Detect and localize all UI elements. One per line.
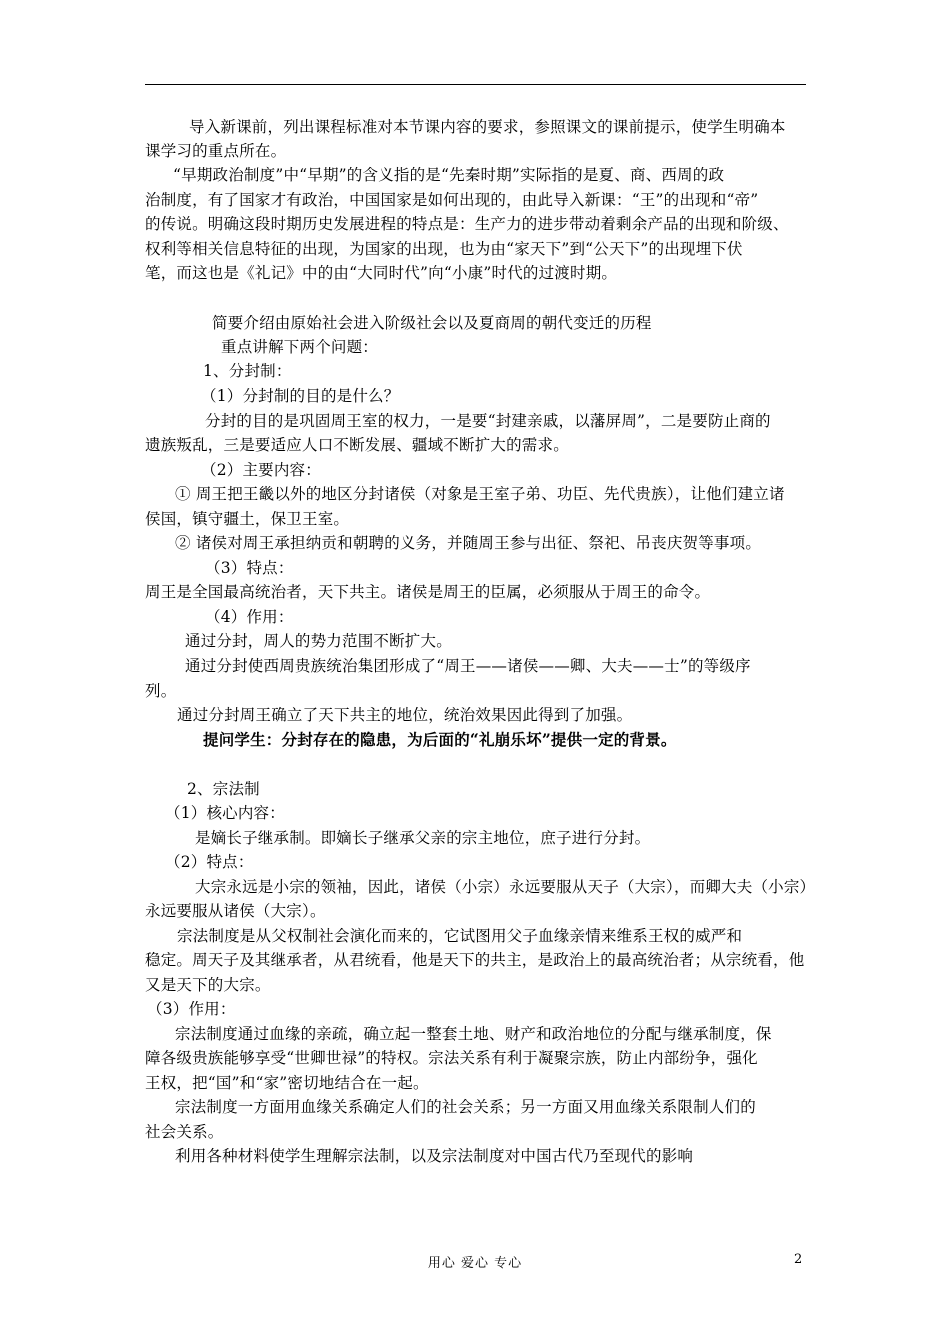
text-line: （2）主要内容： — [201, 461, 321, 479]
text-line: 宗法制度是从父权制社会演化而来的，它试图用父子血缘亲情来维系王权的威严和 — [177, 927, 743, 945]
text-line: ② 诸侯对周王承担纳贡和朝聘的义务，并随周王参与出征、祭祀、吊丧庆贺等事项。 — [175, 534, 762, 552]
text-line: 宗法制度通过血缘的亲疏，确立起一整套土地、财产和政治地位的分配与继承制度，保 — [175, 1025, 772, 1043]
text-line: （1）核心内容： — [165, 804, 285, 822]
text-line: “早期政治制度”中“早期”的含义指的是“先秦时期”实际指的是夏、商、西周的政 — [173, 166, 725, 184]
text-line: 王权，把“国”和“家”密切地结合在一起。 — [145, 1074, 429, 1092]
text-line: 导入新课前，列出课程标准对本节课内容的要求，参照课文的课前提示，使学生明确本 — [189, 118, 786, 136]
text-line: 又是天下的大宗。 — [145, 976, 271, 994]
text-line: 的传说。明确这段时期历史发展进程的特点是：生产力的进步带动着剩余产品的出现和阶级、 — [145, 215, 789, 233]
text-line: 永远要服从诸侯（大宗）。 — [145, 902, 326, 920]
text-line: （4）作用： — [205, 608, 294, 626]
text-line: （3）特点： — [205, 559, 294, 577]
text-line: 通过分封，周人的势力范围不断扩大。 — [185, 632, 452, 650]
text-line: 治制度，有了国家才有政治，中国国家是如何出现的，由此导入新课：“王”的出现和“帝” — [145, 191, 759, 209]
text-line: 2、宗法制 — [187, 780, 260, 798]
text-line: 提问学生：分封存在的隐患，为后面的“礼崩乐坏”提供一定的背景。 — [203, 730, 677, 749]
header-rule — [145, 84, 806, 85]
text-line: 分封的目的是巩固周王室的权力，一是要“封建亲戚，以藩屏周”，二是要防止商的 — [205, 412, 771, 430]
text-line: 通过分封使西周贵族统治集团形成了“周王——诸侯——卿、大夫——士”的等级序 — [185, 657, 751, 675]
text-line: 课学习的重点所在。 — [145, 142, 287, 160]
text-line: 障各级贵族能够享受“世卿世禄”的特权。宗法关系有利于凝聚宗族，防止内部纷争，强化 — [145, 1049, 758, 1067]
text-line: （3）作用： — [147, 1000, 236, 1018]
text-line: 通过分封周王确立了天下共主的地位，统治效果因此得到了加强。 — [177, 706, 633, 724]
text-line: 宗法制度一方面用血缘关系确定人们的社会关系；另一方面又用血缘关系限制人们的 — [175, 1098, 756, 1116]
text-line: 利用各种材料使学生理解宗法制，以及宗法制度对中国古代乃至现代的影响 — [175, 1147, 694, 1165]
text-line: 权利等相关信息特征的出现，为国家的出现，也为由“家天下”到“公天下”的出现埋下伏 — [145, 240, 743, 258]
text-line: 列。 — [145, 682, 177, 700]
text-line: 重点讲解下两个问题： — [221, 338, 379, 356]
text-line: ① 周王把王畿以外的地区分封诸侯（对象是王室子弟、功臣、先代贵族），让他们建立诸 — [175, 485, 785, 503]
text-line: 1、分封制： — [203, 362, 292, 380]
text-line: 社会关系。 — [145, 1123, 224, 1141]
text-line: 遗族叛乱，三是要适应人口不断发展、疆域不断扩大的需求。 — [145, 436, 569, 454]
footer-slogan: 用心 爱心 专心 — [427, 1256, 523, 1271]
text-line: 笔，而这也是《礼记》中的由“大同时代”向“小康”时代的过渡时期。 — [145, 264, 618, 282]
text-line: （1）分封制的目的是什么？ — [201, 387, 400, 405]
text-line: 是嫡长子继承制。即嫡长子继承父亲的宗主地位，庶子进行分封。 — [195, 829, 651, 847]
text-line: 简要介绍由原始社会进入阶级社会以及夏商周的朝代变迁的历程 — [212, 314, 652, 332]
text-line: 稳定。周天子及其继承者，从君统看，他是天下的共主，是政治上的最高统治者；从宗统看，他 — [145, 951, 805, 969]
text-line: 侯国，镇守疆土，保卫王室。 — [145, 510, 350, 528]
text-line: 周王是全国最高统治者，天下共主。诸侯是周王的臣属，必须服从于周王的命令。 — [145, 583, 711, 601]
text-line: （2）特点： — [165, 853, 254, 871]
page-number: 2 — [794, 1252, 803, 1267]
text-line: 大宗永远是小宗的领袖，因此，诸侯（小宗）永远要服从天子（大宗），而卿大夫（小宗） — [195, 878, 816, 896]
